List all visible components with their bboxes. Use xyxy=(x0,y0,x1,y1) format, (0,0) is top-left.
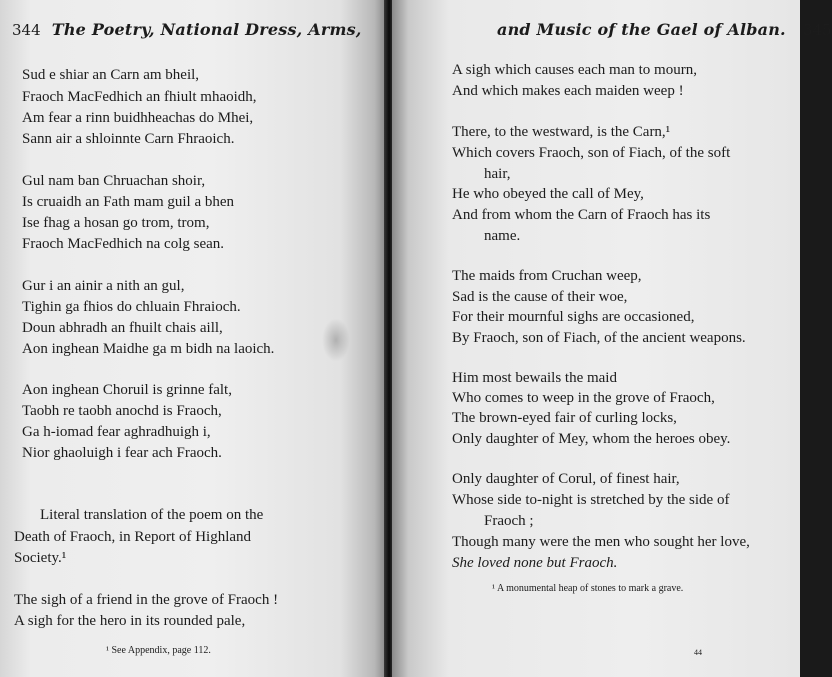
translation-line: And from whom the Carn of Fraoch has its xyxy=(452,207,711,223)
translation-line: hair, xyxy=(484,166,511,182)
translation-line: And which makes each maiden weep ! xyxy=(452,83,684,99)
prose-line: Literal translation of the poem on the xyxy=(40,507,264,523)
translation-line: The maids from Cruchan weep, xyxy=(452,268,642,284)
left-page-number: 344 xyxy=(12,21,41,39)
translation-line: The brown-eyed fair of curling locks, xyxy=(452,410,677,426)
right-page xyxy=(392,0,832,677)
translation-line: A sigh for the hero in its rounded pale, xyxy=(14,613,246,629)
poem-line: Aon inghean Choruil is grinne falt, xyxy=(22,382,232,398)
poem-line: Sud e shiar an Carn am bheil, xyxy=(22,67,200,83)
translation-line: By Fraoch, son of Fiach, of the ancient weapons. xyxy=(452,330,746,346)
translation-line: A sigh which causes each man to mourn, xyxy=(452,62,697,78)
right-running-title: and Music of the Gael of Alban. xyxy=(497,20,786,39)
translation-line: Only daughter of Corul, of finest hair, xyxy=(452,471,680,487)
poem-line: Taobh re taobh anochd is Fraoch, xyxy=(22,403,222,419)
poem-line: Is cruaidh an Fath mam guil a bhen xyxy=(22,194,235,210)
poem-line: Fraoch MacFedhich na colg sean. xyxy=(22,236,225,252)
left-running-head xyxy=(12,20,362,39)
translation-line: The sigh of a friend in the grove of Fraoch ! xyxy=(14,592,279,608)
poem-line: Sann air a shloinnte Carn Fhraoich. xyxy=(22,131,235,147)
poem-line: Ise fhag a hosan go trom, trom, xyxy=(22,215,210,231)
translation-line: Whose side to-night is stretched by the side of xyxy=(452,492,730,508)
left-footnote: ¹ See Appendix, page 112. xyxy=(106,645,211,656)
poem-line: Fraoch MacFedhich an fhiult mhaoidh, xyxy=(22,89,257,105)
right-running-head xyxy=(497,20,832,39)
poem-line: Tighin ga fhios do chluain Fhraioch. xyxy=(22,299,241,315)
translation-line: For their mournful sighs are occasioned, xyxy=(452,309,695,325)
translation-line: Which covers Fraoch, son of Fiach, of the soft xyxy=(452,145,731,161)
poem-line: Gul nam ban Chruachan shoir, xyxy=(22,173,206,189)
signature-mark: 44 xyxy=(694,648,702,657)
translation-line: Though many were the men who sought her love, xyxy=(452,534,750,550)
prose-line: Society.¹ xyxy=(14,550,67,566)
poem-line: Aon inghean Maidhe ga m bidh na laoich. xyxy=(22,341,275,357)
translation-line: Who comes to weep in the grove of Fraoch, xyxy=(452,390,715,406)
poem-line: Am fear a rinn buidhheachas do Mhei, xyxy=(22,110,254,126)
right-footnote: ¹ A monumental heap of stones to mark a grave. xyxy=(492,583,684,594)
translation-line: Him most bewails the maid xyxy=(452,370,617,386)
right-page-number: 345 xyxy=(802,21,832,39)
poem-line: Gur i an ainir a nith an gul, xyxy=(22,278,185,294)
translation-line: There, to the westward, is the Carn,¹ xyxy=(452,124,671,140)
translation-line-italic: She loved none but Fraoch. xyxy=(452,555,618,571)
translation-line: Fraoch ; xyxy=(484,513,534,529)
page-smudge xyxy=(322,318,350,362)
poem-line: Nior ghaoluigh i fear ach Fraoch. xyxy=(22,445,222,461)
left-running-title: The Poetry, National Dress, Arms, xyxy=(51,20,362,39)
translation-line: name. xyxy=(484,228,521,244)
translation-line: Only daughter of Mey, whom the heroes obey. xyxy=(452,431,731,447)
prose-line: Death of Fraoch, in Report of Highland xyxy=(14,529,252,545)
poem-line: Doun abhradh an fhuilt chais aill, xyxy=(22,320,223,336)
translation-line: Sad is the cause of their woe, xyxy=(452,289,628,305)
poem-line: Ga h-iomad fear aghradhuigh i, xyxy=(22,424,211,440)
translation-line: He who obeyed the call of Mey, xyxy=(452,186,644,202)
